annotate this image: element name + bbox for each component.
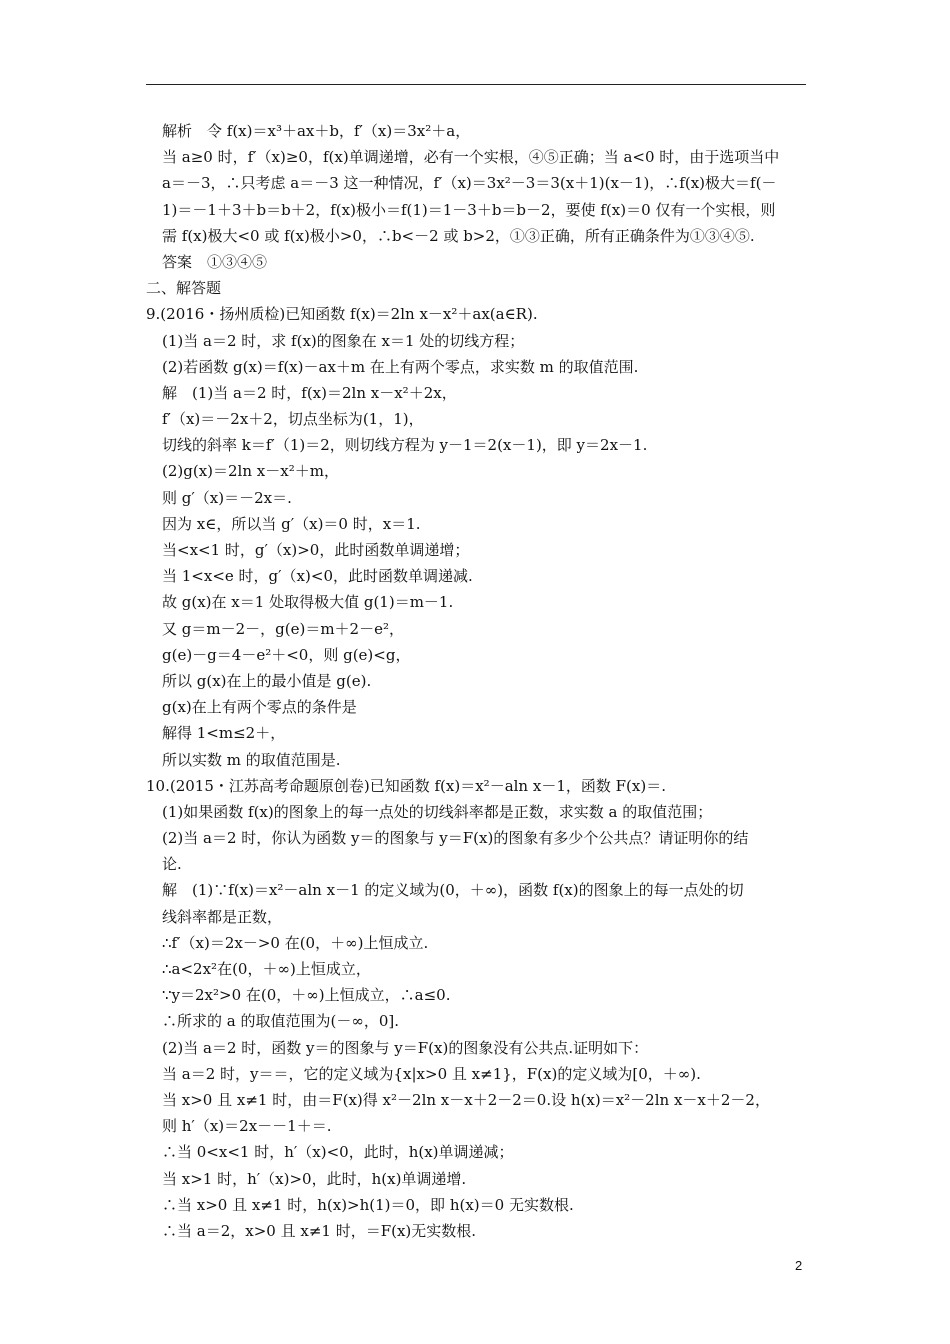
text-line: 解 (1)∵f(x)＝x²－aln x－1 的定义域为(0，＋∞)，函数 f(x)的图象上的每一点处的切 bbox=[162, 881, 744, 900]
text-line: 故 g(x)在 x＝1 处取得极大值 g(1)＝m－1. bbox=[162, 593, 454, 612]
text-line: 当 1<x<e 时，g′（x)<0，此时函数单调递减. bbox=[162, 567, 473, 586]
text-line: 当 a≥0 时，f′（x)≥0，f(x)单调递增，必有一个实根，④⑤正确；当 a<0 时，由于选项当中 bbox=[162, 148, 780, 167]
text-line: (2)g(x)＝2ln x－x²＋m， bbox=[162, 462, 339, 481]
text-line: (2)若函数 g(x)＝f(x)－ax＋m 在上有两个零点，求实数 m 的取值范围. bbox=[162, 357, 639, 376]
text-line: 解 (1)当 a＝2 时，f(x)＝2ln x－x²＋2x， bbox=[162, 383, 457, 402]
text-line: a＝－3，∴只考虑 a＝－3 这一种情况，f′（x)＝3x²－3＝3(x＋1)(x－1)，∴f(x)极大＝f(－ bbox=[162, 174, 777, 193]
text-line: 当<x<1 时，g′（x)>0，此时函数单调递增； bbox=[162, 541, 470, 559]
text-line: 所以实数 m 的取值范围是. bbox=[162, 750, 341, 769]
text-line: (1)如果函数 f(x)的图象上的每一点处的切线斜率都是正数，求实数 a 的取值范围； bbox=[162, 802, 713, 821]
text-line: 论. bbox=[162, 855, 182, 874]
text-line: ∴当 x>0 且 x≠1 时，h(x)>h(1)＝0，即 h(x)＝0 无实数根. bbox=[162, 1195, 574, 1214]
text-line: 当 a＝2 时，y＝＝，它的定义域为{x|x>0 且 x≠1}，F(x)的定义域为[0，＋∞). bbox=[162, 1064, 701, 1083]
page-number: 2 bbox=[795, 1258, 803, 1273]
text-line: 则 g′（x)＝－2x＝. bbox=[162, 488, 292, 507]
text-line: (1)当 a＝2 时，求 f(x)的图象在 x＝1 处的切线方程； bbox=[162, 331, 525, 350]
text-line: g(x)在上有两个零点的条件是 bbox=[162, 698, 357, 717]
text-line: 则 h′（x)＝2x－－1＋＝. bbox=[162, 1117, 332, 1136]
text-line: (2)当 a＝2 时，你认为函数 y＝的图象与 y＝F(x)的图象有多少个公共点？请证明你的结 bbox=[162, 829, 749, 848]
text-line: 1)＝－1＋3＋b＝b＋2，f(x)极小＝f(1)＝1－3＋b＝b－2，要使 f(x)＝0 仅有一个实根，则 bbox=[162, 200, 776, 219]
text-line: ∴f′（x)＝2x－>0 在(0，＋∞)上恒成立. bbox=[162, 933, 429, 952]
text-line: 二、解答题 bbox=[146, 279, 222, 298]
header-rule bbox=[146, 84, 806, 85]
text-line: 答案 ①③④⑤ bbox=[162, 252, 268, 271]
text-line: ∴当 a＝2，x>0 且 x≠1 时，＝F(x)无实数根. bbox=[162, 1221, 477, 1240]
text-line: 解析 令 f(x)＝x³＋ax＋b，f′（x)＝3x²＋a， bbox=[162, 122, 471, 140]
text-line: ∴a<2x²在(0，＋∞)上恒成立， bbox=[162, 960, 371, 978]
text-line: 当 x>1 时，h′（x)>0，此时，h(x)单调递增. bbox=[162, 1169, 467, 1188]
text-line: g(e)－g＝4－e²＋<0，则 g(e)<g， bbox=[162, 645, 411, 664]
text-line: 需 f(x)极大<0 或 f(x)极小>0，∴b<－2 或 b>2，①③正确，所有正确条件为①③④⑤. bbox=[162, 226, 755, 245]
text-line: 解得 1<m≤2＋， bbox=[162, 724, 286, 743]
text-line: ∵y＝2x²>0 在(0，＋∞)上恒成立，∴a≤0. bbox=[162, 986, 451, 1005]
text-line: 10.(2015・江苏高考命题原创卷)已知函数 f(x)＝x²－aln x－1，函数 F(x)＝. bbox=[146, 776, 666, 795]
text-line: 所以 g(x)在上的最小值是 g(e). bbox=[162, 671, 372, 690]
text-line: 线斜率都是正数， bbox=[162, 907, 283, 926]
text-line: 9.(2016・扬州质检)已知函数 f(x)＝2ln x－x²＋ax(a∈R). bbox=[146, 305, 538, 324]
text-line: 因为 x∈，所以当 g′（x)＝0 时，x＝1. bbox=[162, 514, 421, 533]
text-line: ∴所求的 a 的取值范围为(－∞，0]. bbox=[162, 1012, 399, 1031]
text-line: 切线的斜率 k＝f′（1)＝2，则切线方程为 y－1＝2(x－1)，即 y＝2x－1. bbox=[162, 436, 648, 455]
text-line: 又 g＝m－2－，g(e)＝m＋2－e²， bbox=[162, 619, 404, 638]
text-line: f′（x)＝－2x＋2，切点坐标为(1，1)， bbox=[162, 410, 424, 429]
text-line: 当 x>0 且 x≠1 时，由＝F(x)得 x²－2ln x－x＋2－2＝0.设 h(x)＝x²－2ln x－x＋2－2， bbox=[162, 1090, 770, 1109]
text-line: (2)当 a＝2 时，函数 y＝的图象与 y＝F(x)的图象没有公共点.证明如下： bbox=[162, 1038, 649, 1057]
document-body bbox=[146, 118, 810, 1244]
text-line: ∴当 0<x<1 时，h′（x)<0，此时，h(x)单调递减； bbox=[162, 1143, 514, 1162]
